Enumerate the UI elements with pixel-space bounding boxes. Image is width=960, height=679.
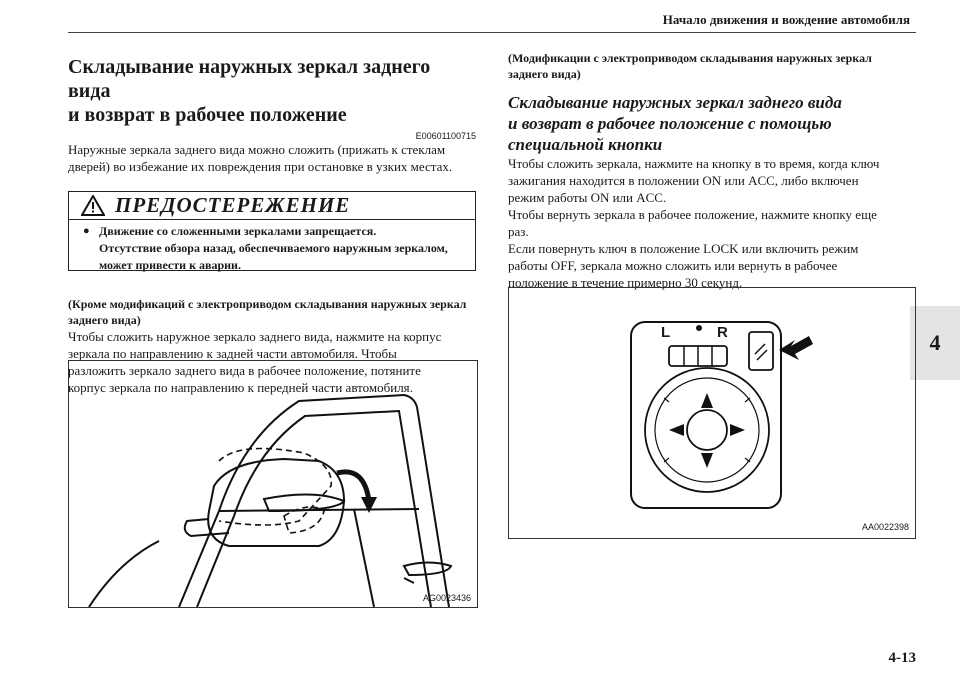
warning-line2: Отсутствие обзора назад, обеспечиваемого наружным зеркалом, (99, 241, 448, 255)
chapter-tab[interactable]: 4 (910, 306, 960, 380)
mirror-figure (68, 360, 478, 608)
warning-title: ПРЕДОСТЕРЕЖЕНИЕ (115, 193, 351, 217)
body-line2: зажигания находится в положении ON или ACC, либо включен (508, 173, 859, 188)
note-line2: заднего вида) (68, 313, 141, 327)
figure-label: AA0022398 (861, 522, 909, 532)
intro-line2: дверей) во избежание их повреждения при остановке в узких местах. (68, 159, 453, 174)
subsection-heading-line3: специальной кнопки (508, 135, 663, 154)
page-header-title: Начало движения и вождение автомобиля (662, 12, 910, 27)
switch-label-left: L (661, 324, 671, 341)
mirror-illustration (69, 361, 477, 607)
body-line3: режим работы ON или ACC. (508, 190, 667, 205)
mirror-switch-illustration (509, 288, 915, 538)
intro-line1: Наружные зеркала заднего вида можно сложить (прижать к стеклам (68, 142, 446, 157)
body-line7: работы OFF, зеркала можно сложить или вернуть в рабочее (508, 258, 838, 273)
body-line6: Если повернуть ключ в положение LOCK или включить режим (508, 241, 859, 256)
note-line2: заднего вида) (508, 67, 581, 81)
note-line1: (Модификации с электроприводом складывания наружных зеркал (508, 51, 872, 65)
section-heading-line2: и возврат в рабочее положение (68, 104, 347, 126)
section-heading-line1: Складывание наружных зеркал заднего вида (68, 56, 431, 102)
body-line1: Чтобы сложить зеркала, нажмите на кнопку в то время, когда ключ (508, 156, 880, 171)
warning-header (69, 192, 475, 220)
header-rule (68, 32, 916, 33)
switch-label-right: R (717, 324, 728, 341)
body-line5: раз. (508, 224, 529, 239)
body-line4: корпус зеркала по направлению к передней части автомобиля. (68, 380, 413, 395)
figure-label: AG0023436 (422, 593, 471, 603)
warning-line1: Движение со сложенными зеркалами запрещается. (99, 224, 377, 238)
subsection-heading-line2: и возврат в рабочее положение с помощью (508, 114, 832, 133)
page-number: 4-13 (888, 650, 916, 666)
body-line3: разложить зеркало заднего вида в рабочее положение, потяните (68, 363, 421, 378)
section-code: E00601100715 (415, 131, 476, 141)
body-line2: зеркала по направлению к задней части автомобиля. Чтобы (68, 346, 397, 361)
note-line1: (Кроме модификаций с электроприводом складывания наружных зеркал (68, 297, 467, 311)
bullet-icon: ● (83, 225, 90, 237)
left-column (68, 55, 476, 396)
right-column (508, 50, 918, 291)
warning-box (68, 191, 476, 271)
switch-figure (508, 287, 916, 539)
warning-line3: может привести к аварии. (99, 258, 241, 272)
body-line1: Чтобы сложить наружное зеркало заднего вида, нажмите на корпус (68, 329, 442, 344)
body-line4: Чтобы вернуть зеркала в рабочее положение, нажмите кнопку еще (508, 207, 877, 222)
warning-triangle-icon (81, 195, 105, 216)
body-line8: положение в течение примерно 30 секунд. (508, 275, 743, 290)
warning-body (69, 220, 475, 274)
subsection-heading-line1: Складывание наружных зеркал заднего вида (508, 93, 842, 112)
